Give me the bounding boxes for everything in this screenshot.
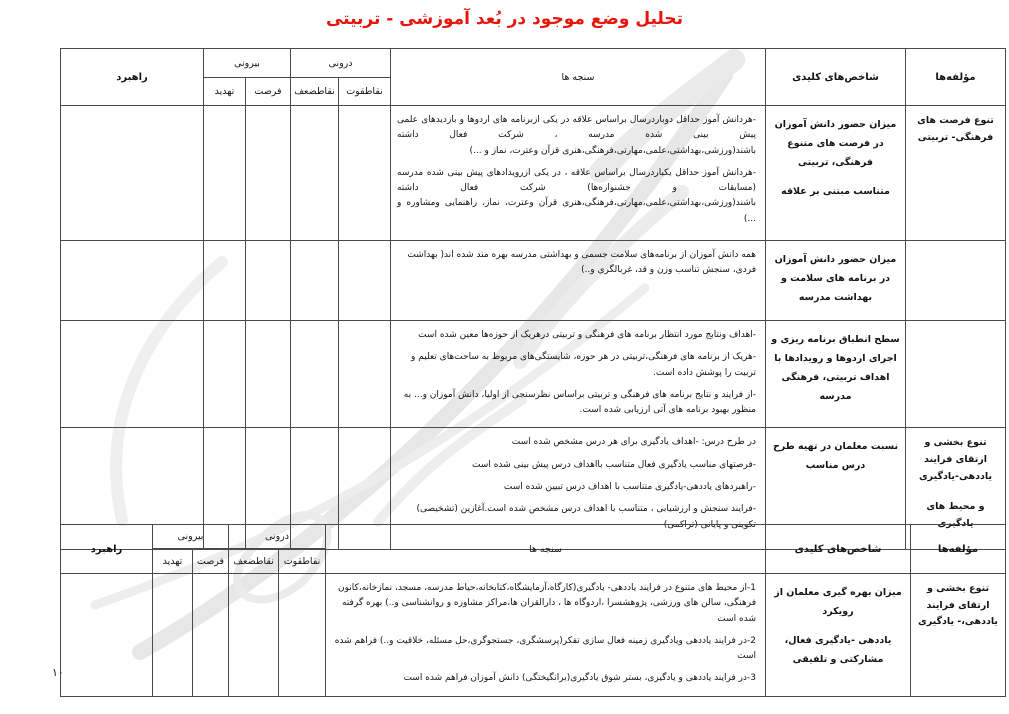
strategy-cell [61, 241, 204, 321]
col-header-measures: سنجه ها [391, 49, 766, 106]
header-row-main [61, 525, 1006, 549]
component-text: تنوع بخشی و ارتقای فرایند یاددهی،- یادگیری [918, 583, 998, 628]
component-cell [906, 106, 1006, 241]
strengths-cell [339, 321, 391, 428]
indicator-cell [766, 574, 911, 697]
strategy-cell [61, 106, 204, 241]
indicator-text: میزان بهره گیری معلمان از رویکرد [774, 587, 902, 617]
measure-text: 2-در فرایند یاددهی ویادگیری زمینه فعال سازی تفکر(پرسشگری، جستجوگری،حل مسئله، خلاقیت و..) فراهم شده است [334, 635, 756, 662]
table-row [61, 321, 1006, 428]
measures-cell [326, 574, 766, 697]
strategy-cell [61, 574, 153, 697]
indicator-text: یاددهی -یادگیری فعال، مشارکتی و تلفیقی [784, 635, 892, 665]
measure-text: 3-در فرایند یاددهی و یادگیری، بستر شوق یادگیری(برانگیختگی) دانش آموزان فراهم شده است [403, 673, 756, 684]
col-header-opportunity: فرصت [193, 549, 229, 574]
col-header-components: مؤلفه‌ها [906, 49, 1006, 106]
strategy-cell [61, 321, 204, 428]
opportunity-cell [193, 574, 229, 697]
threat-cell [153, 574, 193, 697]
opportunity-cell [246, 106, 291, 241]
threat-cell [204, 106, 246, 241]
analysis-table-1 [60, 48, 1006, 550]
col-header-strengths: نقاطقوت [339, 78, 391, 106]
measures-cell [391, 241, 766, 321]
measure-text: -اهداف ونتایج مورد انتظار برنامه های فرهنگی و تربیتی درهریک از حوزه‌ها معین شده است [418, 330, 756, 340]
measure-text: 1-از محیط های متنوع در فرایند یاددهی- یادگیری(کارگاه،آزمایشگاه،کتابخانه،حیاط مدرسه، مسجد، نمازخانه،کانون فرهنگی، سالن های ورزشی، پژوهشسرا ،اردوگاه ها ، دارالقران ها،مراکز مشاوره و روانشناسی و..) بهره گرفته شده است [338, 583, 756, 624]
col-header-key-indicators: شاخص‌های کلیدی [766, 49, 906, 106]
col-header-threat: تهدید [204, 78, 246, 106]
indicator-text: نسبت معلمان در تهیه طرح درس مناسب [772, 441, 899, 472]
table-row [61, 106, 1006, 241]
indicator-cell [766, 241, 906, 321]
weaknesses-cell [229, 574, 279, 697]
page-title: تحلیل وضع موجود در بُعد آموزشی - تربیتی [325, 9, 684, 29]
col-header-strategy: راهبرد [61, 525, 153, 574]
col-header-weaknesses: نقاطضعف [229, 549, 279, 574]
measure-text: در طرح درس: -اهداف یادگیری برای هر درس مشخص شده است [511, 437, 756, 448]
col-header-external: بیرونی [204, 49, 291, 78]
col-header-threat: تهدید [153, 549, 193, 574]
component-cell [911, 574, 1006, 697]
indicator-text: میزان حضور دانش آموزان در برنامه های سلامت و بهداشت مدرسه [774, 254, 897, 303]
indicator-cell [766, 106, 906, 241]
header-row-main [61, 49, 1006, 78]
measure-text: -راهبردهای یاددهی-یادگیری متناسب با اهداف درس تبیین شده است [503, 482, 756, 493]
measure-text: -فرصتهای مناسب یادگیری فعال متناسب بااهداف درس پیش بینی شده است [471, 459, 756, 470]
component-text: تنوع فرصت های فرهنگی- تربیتی [917, 115, 994, 143]
col-header-measures: سنجه ها [326, 525, 766, 574]
measure-text: -هردانش آموز حداقل یکباردرسال براساس علاقه ، در یکی ازرویدادهای پیش بینی شده مدرسه (مسابقات و جشنواره‌ها) شرکت فعال داشته باشند(ورزشی،بهداشتی،علمی،مهارتی،فرهنگی،هنری قرآن وعترت، نماز، راهنمایی ومشاوره و ...) [397, 167, 756, 224]
threat-cell [204, 321, 246, 428]
weaknesses-cell [291, 241, 339, 321]
opportunity-cell [246, 321, 291, 428]
weaknesses-cell [291, 106, 339, 241]
analysis-table-2 [60, 524, 1006, 697]
measure-text: -فرایند سنجش و ارزشیابی ، متناسب با اهداف درس مشخص شده است.آغازین (تشخیصی) تکوینی و پایانی (تراکمی) [416, 504, 756, 530]
col-header-weaknesses: نقاطضعف [291, 78, 339, 106]
threat-cell [204, 241, 246, 321]
page-number: ۱۰ [52, 666, 64, 679]
col-header-opportunity: فرصت [246, 78, 291, 106]
col-header-internal: درونی [229, 525, 326, 549]
measure-text: -هردانش آموز حداقل دوباردرسال براساس علاقه در یکی ازبرنامه های اردوها و بازدیدهای علمی پیش بینی شده مدرسه ، شرکت فعال داشته باشند(ورزشی،بهداشتی،علمی،مهارتی،فرهنگی،هنری قرآن وعترت، نماز و ...) [397, 115, 756, 156]
col-header-key-indicators: شاخص‌های کلیدی [766, 525, 911, 574]
component-cell [906, 241, 1006, 321]
component-cell [906, 321, 1006, 428]
measure-text: -هریک از برنامه های فرهنگی،تربیتی در هر حوزه، شایستگی‌های مربوط به ساحت‌های تعلیم و تربیت را پوشش داده است. [411, 352, 756, 378]
strengths-cell [279, 574, 326, 697]
strengths-cell [339, 106, 391, 241]
col-header-strategy: راهبرد [61, 49, 204, 106]
table-row [61, 574, 1006, 697]
weaknesses-cell [291, 321, 339, 428]
component-text: تنوع بخشی و ارتقای فرایند یاددهی-یادگیری [918, 437, 993, 482]
indicator-text: متناسب مبتنی بر علاقه [781, 186, 890, 197]
measure-text: همه دانش آموزان از برنامه‌های سلامت جسمی و بهداشتی مدرسه بهره مند شده اند( بهداشت فردی، سنجش تناسب وزن و قد، غربالگری و..) [407, 250, 756, 276]
measures-cell [391, 321, 766, 428]
col-header-external: بیرونی [153, 525, 229, 549]
col-header-internal: درونی [291, 49, 391, 78]
table-row [61, 241, 1006, 321]
indicator-cell [766, 321, 906, 428]
col-header-strengths: نقاطقوت [279, 549, 326, 574]
opportunity-cell [246, 241, 291, 321]
indicator-text: میزان حضور دانش آموزان در فرصت های متنوع فرهنگی، تربیتی [774, 119, 897, 168]
measure-text: -از فرایند و نتایج برنامه های فرهنگی و تربیتی براساس نظرسنجی از اولیا، دانش آموزان و... به منظور بهبود برنامه های آتی ارزیابی شده است. [403, 389, 756, 416]
col-header-components: مؤلفه‌ها [911, 525, 1006, 574]
indicator-text: سطح انطباق برنامه ریزی و اجرای اردوها و رویدادها با اهداف تربیتی، فرهنگی مدرسه [771, 334, 900, 402]
strengths-cell [339, 241, 391, 321]
measures-cell [391, 106, 766, 241]
component-text: و محیط های یادگیری [926, 501, 985, 529]
